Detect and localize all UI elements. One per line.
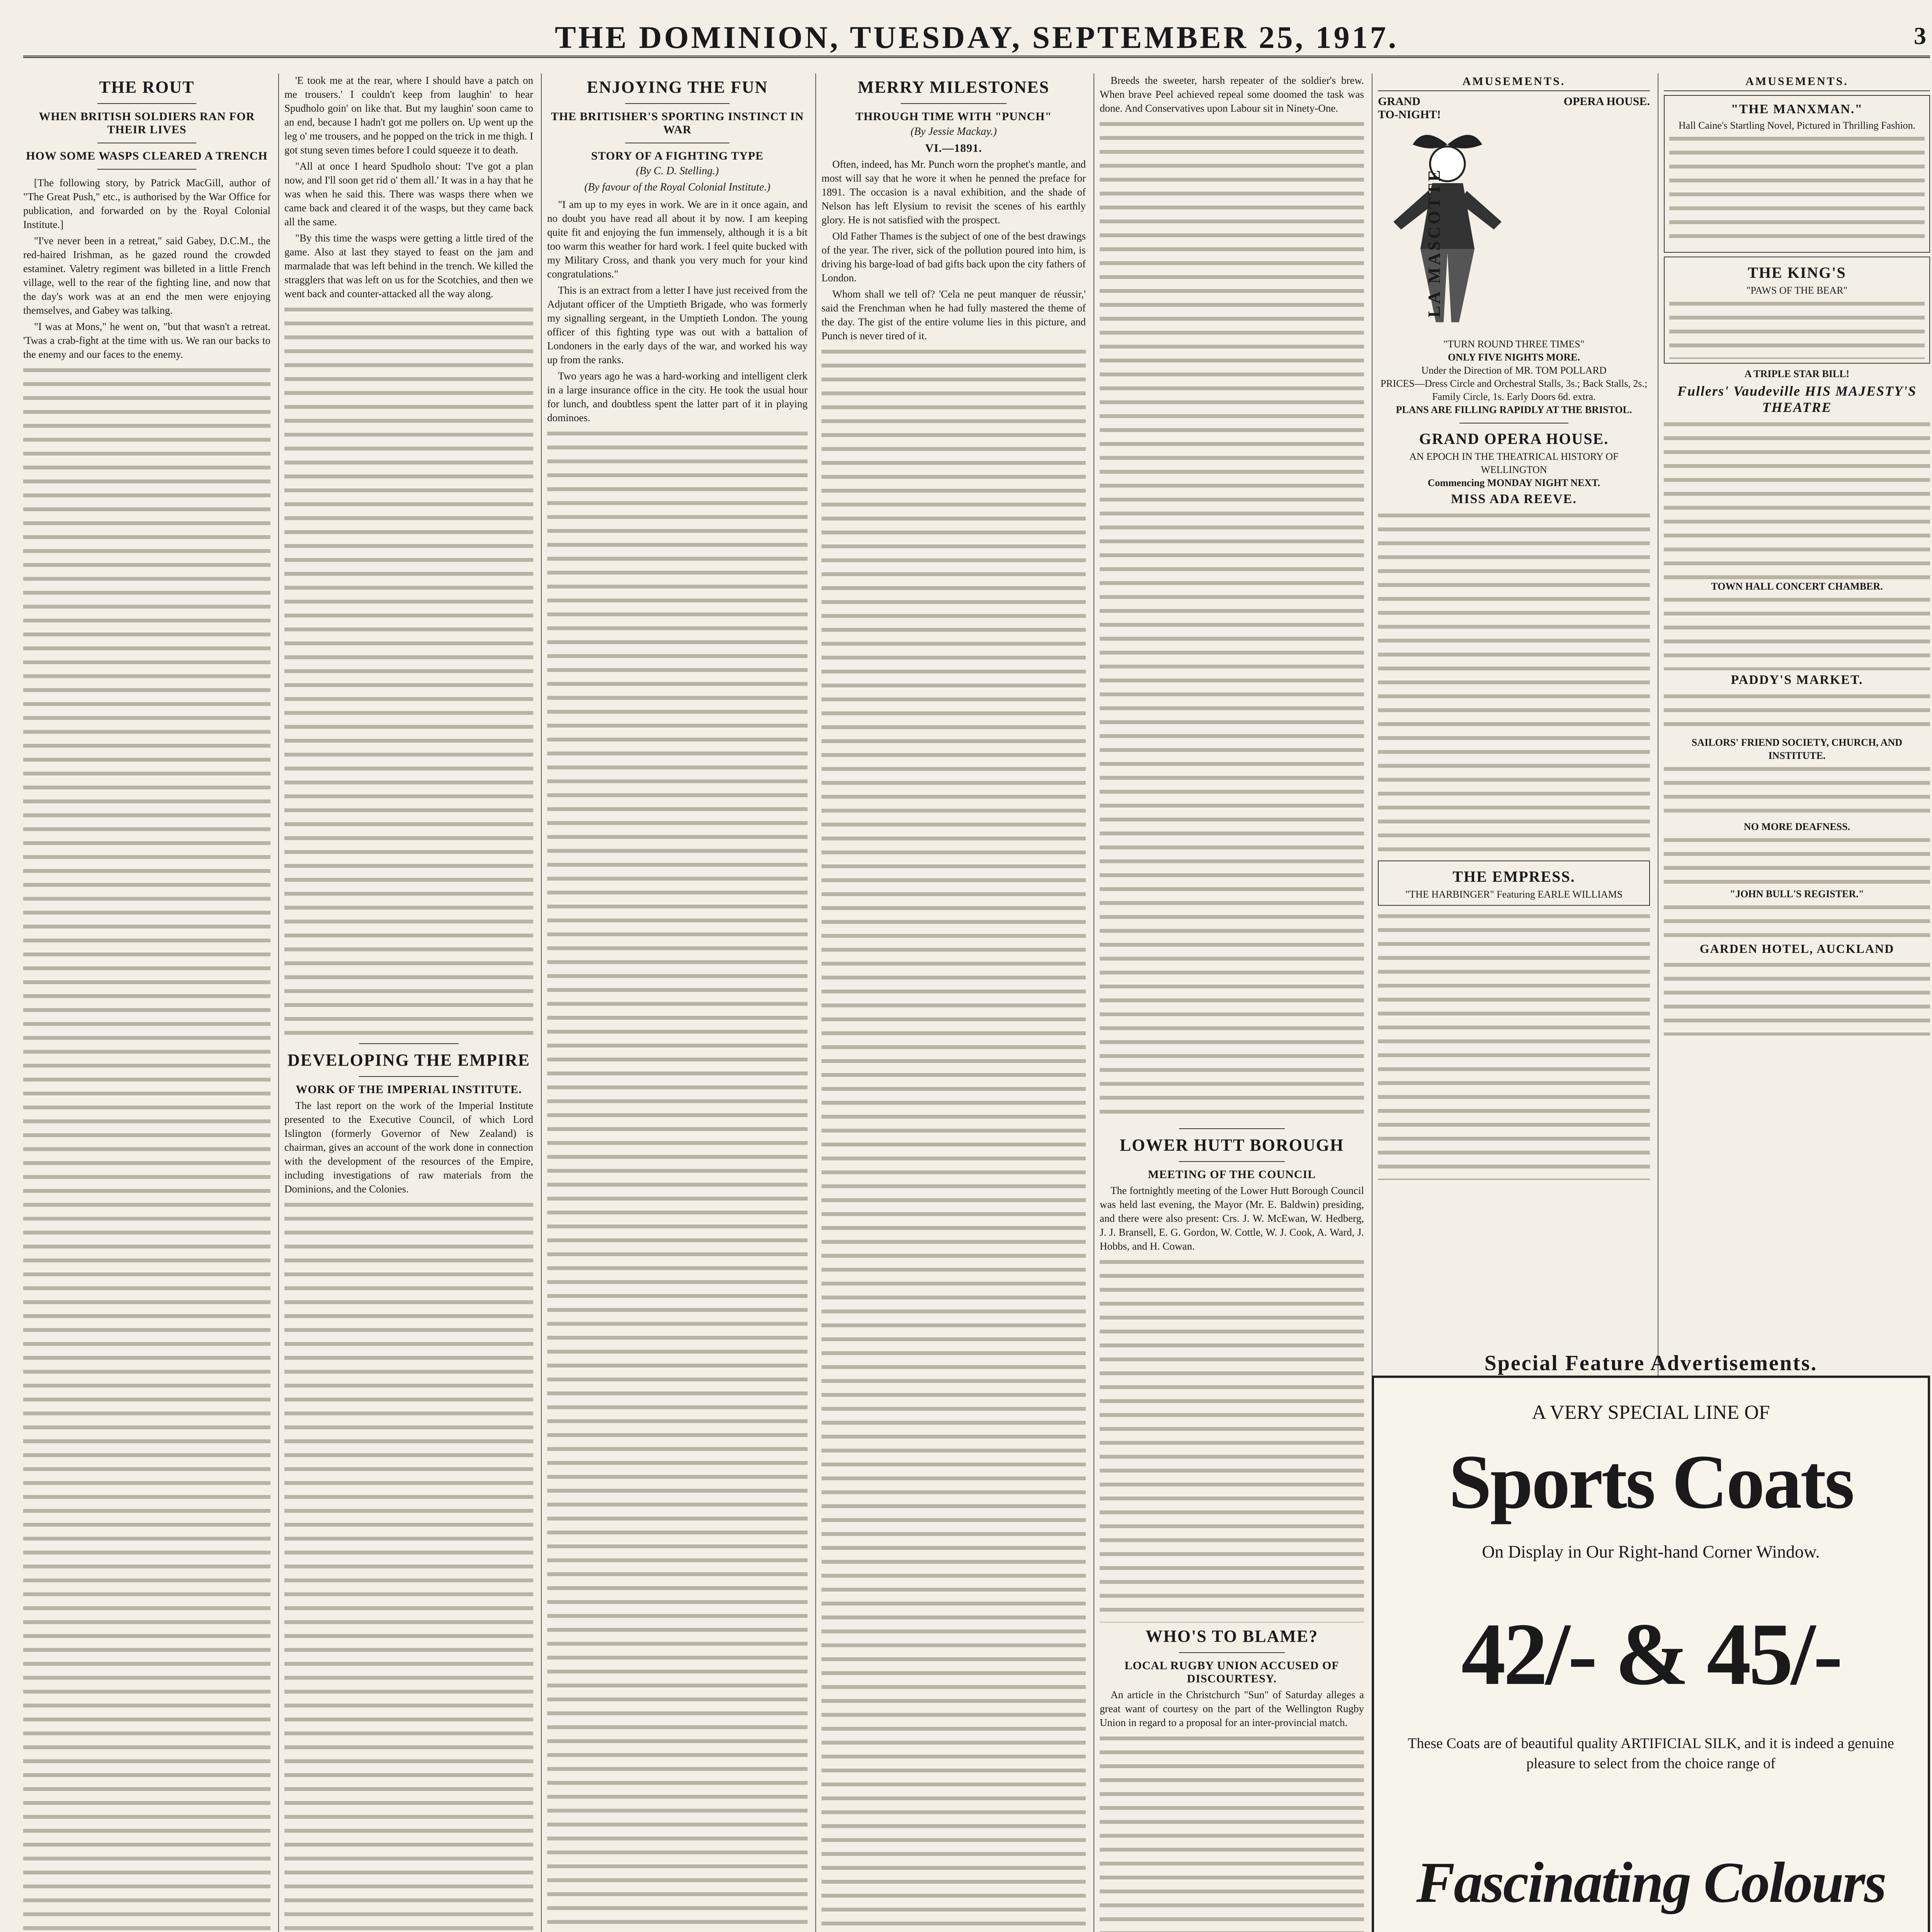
divider [901, 103, 1007, 104]
mascotte-title: LA MASCOTTE [1425, 168, 1444, 318]
column-amusements [1372, 73, 1650, 1379]
divider [1179, 1161, 1285, 1162]
prices-line: PRICES—Dress Circle and Orchestral Stalls, 3s.; Back Stalls, 2s.; Family Circle, 1s. Early Doors 6d. extra. [1380, 378, 1648, 402]
article-body [284, 73, 533, 301]
article-intro: [The following story, by Patrick MacGill, author of "The Great Push," etc., is authorised by the War Office for publication, and forwarded on by the Royal Colonial Institute.] [23, 177, 270, 230]
garden-hotel: GARDEN HOTEL, AUCKLAND [1699, 942, 1895, 956]
text-continuation [1664, 833, 1930, 888]
sailors-society: SAILORS' FRIEND SOCIETY, CHURCH, AND INSTITUTE. [1691, 737, 1903, 761]
divider [97, 169, 196, 170]
text-continuation [284, 303, 533, 1037]
text-continuation [1664, 958, 1930, 1036]
article-heading: MERRY MILESTONES [857, 78, 1050, 97]
article-paragraph: "I've never been in a retreat," said Gabey, D.C.M., the red-haired Irishman, as he gazed round the crowded estaminet. Valetry regiment was billeted in a little French village, well to the rear of the fighting line, and now that the day's work was at an end the men were enjoying themselves, and Gabey was talking. [23, 235, 270, 316]
mascotte-illustration [1378, 121, 1650, 338]
article-paragraph: "All at once I heard Spudholo shout: 'I've got a plan now, and I'll soon get rid o' them all.' It was in a hay that he was when he said this. There was wasps there when we came back and cleared it of the wasps, but they came back all the same. [284, 160, 533, 228]
feature-product: Sports Coats [1449, 1439, 1853, 1525]
divider [1179, 1652, 1285, 1653]
theatre-name: THE KING'S [1748, 264, 1846, 281]
text-continuation [1378, 910, 1650, 1180]
deafness-ad: NO MORE DEAFNESS. [1743, 821, 1850, 832]
newspaper-title: THE DOMINION, TUESDAY, SEPTEMBER 25, 1917. [554, 20, 1399, 55]
article-paragraph: Breeds the sweeter, harsh repeater of the soldier's brew. When brave Peel achieved repeal some doomed the task was done. And Conservatives upon Labour sit in Ninety-One. [1100, 75, 1364, 114]
nights-remaining: ONLY FIVE NIGHTS MORE. [1448, 352, 1580, 363]
article-heading: WHO'S TO BLAME? [1145, 1627, 1318, 1646]
tagline: "TURN ROUND THREE TIMES" [1443, 338, 1585, 350]
text-continuation [284, 1198, 533, 1932]
commencing-line: Commencing MONDAY NIGHT NEXT. [1427, 477, 1600, 488]
opera-label-right: TO-NIGHT! [1378, 108, 1441, 121]
page-number: 3 [1914, 22, 1926, 49]
article-body [1100, 1688, 1364, 1730]
article-paragraph: An article in the Christchurch "Sun" of Saturday alleges a great want of courtesy on the part of the Wellington Rugby Union in regard to a proposal for an inter-provincial match. [1100, 1689, 1364, 1728]
byline: (By Jessie Mackay.) [910, 126, 997, 138]
star-name: MISS ADA REEVE. [1451, 492, 1577, 506]
text-continuation [1669, 297, 1925, 359]
feature-display-line: On Display in Our Right-hand Corner Window. [1482, 1542, 1820, 1561]
fullers-vaudeville: Fullers' Vaudeville HIS MAJESTY'S THEATRE [1677, 383, 1917, 415]
text-continuation [1100, 117, 1364, 1122]
article-subheading: HOW SOME WASPS CLEARED A TRENCH [26, 150, 268, 162]
feature-line: "THE HARBINGER" Featuring EARLE WILLIAMS [1405, 889, 1623, 900]
feature-colours: Fascinating Colours [1416, 1850, 1886, 1915]
divider [359, 1076, 459, 1077]
article-body [1100, 73, 1364, 115]
column-amusements-two [1658, 73, 1930, 1379]
article-paragraph: 'E took me at the rear, where I should have a patch on me trousers.' I couldn't keep from laughin' to hear Spudholo goin' on like that. But my laughin' soon came to an end, because I hadn't got me pollers on. Up went up the leg o' me trousers, and he popped on the trick in me thigh. I got stung seven times before I could squeeze it to death. [284, 75, 533, 156]
text-continuation [1664, 593, 1930, 670]
feature-intro: A VERY SPECIAL LINE OF [1532, 1401, 1770, 1423]
column-four [815, 73, 1086, 1932]
manxman-ad [1664, 95, 1930, 253]
film-note: Hall Caine's Startling Novel, Pictured in Thrilling Fashion. [1679, 120, 1915, 131]
article-paragraph: "By this time the wasps were getting a little tired of the game. Also at last they stayed to feast on the jam and marmalade that was left behind in the trench. We killed the stragglers that was left on us for the Scotchies, and then we went back and counter-attacked all the way along. [284, 232, 533, 299]
article-heading: THE ROUT [99, 78, 195, 97]
feature-heading: Special Feature Advertisements. [1484, 1351, 1818, 1375]
divider [97, 103, 196, 104]
article-paragraph: Old Father Thames is the subject of one of the best drawings of the year. The river, sick of the pollution poured into him, is driving his barge-load of bad gifts back upon the city fathers of London. [821, 230, 1086, 284]
article-paragraph: Two years ago he was a hard-working and intelligent clerk in a large insurance office in the city. He took the usual hour for lunch, and doubtless spent the latter part of it in playing dominoes. [547, 370, 808, 423]
article-subheading: THE BRITISHER'S SPORTING INSTINCT IN WAR [551, 110, 804, 136]
article-subheading: WHEN BRITISH SOLDIERS RAN FOR THEIR LIVES [39, 110, 255, 136]
section-label: VI.—1891. [925, 142, 982, 155]
theatre-name: THE EMPRESS. [1452, 868, 1575, 885]
article-heading: LOWER HUTT BOROUGH [1119, 1136, 1344, 1155]
section-heading: AMUSEMENTS. [1664, 73, 1930, 91]
text-continuation [1664, 690, 1930, 736]
text-continuation [1100, 1732, 1364, 1932]
register-ad: "JOHN BULL'S REGISTER." [1730, 888, 1864, 900]
text-continuation [547, 427, 808, 1932]
article-body [821, 157, 1086, 343]
feature-line: "PAWS OF THE BEAR" [1746, 285, 1848, 296]
divider [625, 103, 730, 104]
text-continuation [821, 345, 1086, 1932]
column-three [541, 73, 808, 1932]
text-continuation [1100, 1255, 1364, 1622]
article-paragraph: The last report on the work of the Imperial Institute presented to the Executive Council, of which Lord Islington (formerly Governor of New Zealand) is chairman, gives an account of the work done in connection with the development of the resources of the Empire, including investigations of raw materials from the Dominions, and the Colonies. [284, 1100, 533, 1195]
column-rout [23, 73, 270, 1932]
kings-ad [1664, 257, 1930, 364]
opera-label-mid: OPERA HOUSE. [1563, 95, 1650, 108]
text-continuation [1664, 418, 1930, 580]
article-body [547, 197, 808, 425]
town-hall-title: TOWN HALL CONCERT CHAMBER. [1711, 581, 1883, 592]
article-body [284, 1099, 533, 1196]
opera-house-header [1378, 95, 1650, 108]
opera-house-tonight [1378, 108, 1650, 121]
opera-house-title: GRAND OPERA HOUSE. [1419, 430, 1609, 447]
text-continuation [1669, 132, 1925, 248]
article-body [23, 176, 270, 361]
article-paragraph: This is an extract from a letter I have just received from the Adjutant officer of the Umptieth Brigade, who was formerly my signalling sergeant, in the Umptieth London. The young officer of this fighting type was out with a battalion of Londoners in the early days of the war, and worked his way up from the ranks. [547, 284, 808, 366]
text-continuation [1378, 509, 1650, 857]
jester-figure-icon [1378, 121, 1517, 330]
text-continuation [1664, 901, 1930, 939]
article-paragraph: "I was at Mons," he went on, "but that wasn't a retreat. 'Twas a crab-fight at the time with us. We ran our backs to the enemy and our faces to the enemy. [23, 321, 270, 360]
column-five [1094, 73, 1364, 1932]
film-title: "THE MANXMAN." [1731, 102, 1863, 116]
credit-line: (By favour of the Royal Colonial Institute.) [584, 181, 770, 193]
feature-price: 42/- & 45/- [1461, 1605, 1841, 1703]
article-subheading: LOCAL RUGBY UNION ACCUSED OF DISCOURTESY. [1124, 1659, 1339, 1685]
opera-label-left: GRAND [1378, 95, 1420, 108]
article-heading: ENJOYING THE FUN [587, 78, 768, 97]
divider [359, 1043, 459, 1044]
feature-description: These Coats are of beautiful quality ARTIFICIAL SILK, and it is indeed a genuine pleasure to select from the choice range of [1408, 1735, 1894, 1772]
article-heading: DEVELOPING THE EMPIRE [287, 1051, 530, 1070]
masthead [23, 15, 1930, 58]
article-subheading: MEETING OF THE COUNCIL [1148, 1168, 1316, 1181]
article-subheading: WORK OF THE IMPERIAL INSTITUTE. [296, 1083, 522, 1096]
empress-ad [1378, 861, 1650, 906]
divider [1179, 1128, 1285, 1129]
article-paragraph: "I am up to my eyes in work. We are in it once again, and no doubt you have read all about it by now. I am keeping quite fit and enjoying the fun immensely, although it is a bit too warm this weather for hard work. I feel quite bucked with my Military Cross, and thank you very much for your kind congratulations." [547, 199, 808, 280]
paddys-market: PADDY'S MARKET. [1731, 673, 1863, 687]
article-paragraph: Whom shall we tell of? 'Cela ne peut manquer de réussir,' said the Frenchman when he had fully mastered the theme of the day. The gist of the entire volume lies in this picture, and Punch is never tired of it. [821, 288, 1086, 342]
article-body [1100, 1184, 1364, 1253]
plans-line: PLANS ARE FILLING RAPIDLY AT THE BRISTOL. [1396, 404, 1632, 415]
byline: (By C. D. Stelling.) [636, 165, 719, 177]
direction-line: Under the Direction of MR. TOM POLLARD [1421, 365, 1607, 376]
triple-star: A TRIPLE STAR BILL! [1744, 368, 1850, 379]
epoch-line: AN EPOCH IN THE THEATRICAL HISTORY OF WELLINGTON [1409, 451, 1619, 475]
text-continuation [23, 364, 270, 1932]
article-subheading: THROUGH TIME WITH "PUNCH" [855, 110, 1052, 123]
article-subheading: STORY OF A FIGHTING TYPE [591, 150, 764, 162]
section-heading: AMUSEMENTS. [1378, 73, 1650, 91]
article-paragraph: The fortnightly meeting of the Lower Hutt Borough Council was held last evening, the Mayor (Mr. E. Baldwin) presiding, and there were also present: Crs. J. W. McEwan, W. Hedberg, J. J. Bransell, E. G. Gordon, W. Cottle, W. J. Cook, A. Ward, J. Hobbs, and H. Cowan. [1100, 1185, 1364, 1252]
feature-advertisement [1372, 1351, 1930, 1932]
article-paragraph: Often, indeed, has Mr. Punch worn the prophet's mantle, and most will say that he wore it when he penned the preface for 1891. The occasion is a naval exhibition, and the shade of Nelson has left Elysium to revisit the scenes of his earthly glory. He is not satisfied with the prospect. [821, 158, 1086, 226]
text-continuation [1664, 762, 1930, 820]
column-two [278, 73, 533, 1932]
